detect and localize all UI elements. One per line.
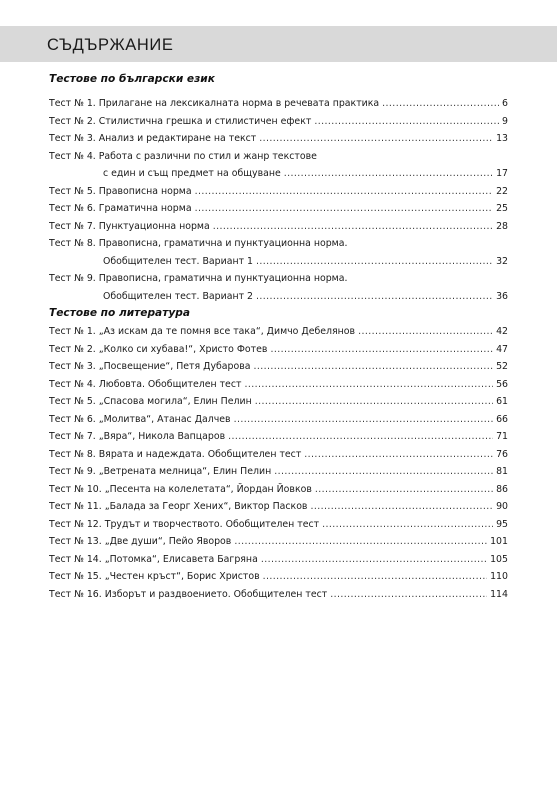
toc-entry-title: „Аз искам да те помня все така“, Димчо Дебелянов	[98, 326, 356, 337]
toc-list-bulgarian	[49, 95, 508, 305]
toc-entry-title: „Посвещение“, Петя Дубарова	[98, 361, 251, 372]
toc-entry-title: Пунктуационна норма	[98, 220, 210, 232]
toc-entry-number: Тест № 4.	[49, 150, 96, 162]
dot-leader	[256, 253, 493, 271]
toc-entry-title: Работа с различни по стил и жанр текстове	[98, 150, 317, 162]
toc-entry-number: Тест № 1.	[49, 326, 96, 337]
toc-entry-number: Тест № 9.	[49, 466, 96, 477]
toc-entry-title: Анализ и редактиране на текст	[98, 133, 257, 144]
toc-entry-number: Тест № 1.	[49, 98, 96, 109]
toc-page-number: 56	[496, 378, 508, 390]
toc-entry-continuation	[49, 253, 508, 271]
toc-entry-title: „Ветрената мелница“, Елин Пелин	[98, 466, 272, 477]
toc-entry-title: „Балада за Георг Хених“, Виктор Пасков	[104, 501, 308, 512]
toc-page-number: 32	[496, 255, 508, 267]
dot-leader	[213, 218, 493, 236]
toc-entry-title: „Молитва“, Атанас Далчев	[98, 413, 231, 425]
toc-entry-title: „Потомка“, Елисавета Багряна	[104, 553, 258, 565]
toc-entry-title: „Честен кръст“, Борис Христов	[104, 571, 260, 582]
toc-entry-number: Тест № 5.	[49, 396, 96, 407]
toc-entry-title: Прилагане на лексикалната норма в речевата практика	[98, 98, 380, 109]
toc-entry-number: Тест № 16.	[49, 588, 102, 600]
toc-entry	[49, 183, 508, 201]
toc-page-number: 36	[496, 290, 508, 302]
toc-entry	[49, 463, 508, 481]
toc-entry	[49, 218, 508, 236]
toc-entry-number: Тест № 14.	[49, 553, 102, 565]
toc-page-number: 28	[496, 220, 508, 232]
toc-entry-number: Тест № 6.	[49, 203, 96, 214]
page-title: СЪДЪРЖАНИЕ	[47, 36, 174, 54]
toc-entry-title: „Вяра“, Никола Вапцаров	[98, 431, 226, 442]
toc-entry-title: Обобщителен тест. Вариант 2	[103, 290, 254, 302]
toc-entry-title: Обобщителен тест. Вариант 1	[103, 255, 254, 267]
toc-page-number: 114	[490, 588, 508, 600]
toc-entry	[49, 323, 508, 341]
toc-page-number: 52	[496, 361, 508, 372]
dot-leader	[322, 516, 493, 534]
toc-page-number: 25	[496, 203, 508, 214]
toc-entry	[49, 358, 508, 376]
toc-entry-title: „Две души“, Пейо Яворов	[104, 536, 232, 547]
toc-page-number: 6	[502, 98, 508, 109]
dot-leader	[274, 463, 493, 481]
dot-leader	[234, 411, 493, 429]
toc-entry-number: Тест № 13.	[49, 536, 102, 547]
toc-entry	[49, 200, 508, 218]
toc-entry-number: Тест № 7.	[49, 220, 96, 232]
toc-page-number: 22	[496, 185, 508, 197]
dot-leader	[263, 568, 487, 586]
toc-page-number: 71	[496, 431, 508, 442]
toc-entry-continuation	[49, 165, 508, 183]
toc-entry	[49, 235, 508, 253]
dot-leader	[270, 341, 493, 359]
toc-entry	[49, 446, 508, 464]
dot-leader	[358, 323, 493, 341]
toc-entry-title: „Песента на колелетата“, Йордан Йовков	[104, 483, 312, 495]
toc-entry	[49, 130, 508, 148]
dot-leader	[195, 200, 494, 218]
toc-entry	[49, 148, 508, 166]
toc-entry-number: Тест № 8.	[49, 238, 96, 249]
toc-entry-number: Тест № 10.	[49, 483, 102, 495]
toc-entry	[49, 551, 508, 569]
toc-entry	[49, 481, 508, 499]
toc-page-number: 86	[496, 483, 508, 495]
toc-page-number: 95	[496, 518, 508, 530]
dot-leader	[254, 358, 494, 376]
section-title-bulgarian: Тестове по български език	[49, 73, 215, 85]
toc-entry-number: Тест № 3.	[49, 361, 96, 372]
toc-entry-number: Тест № 15.	[49, 571, 102, 582]
toc-entry-title: Трудът и творчеството. Обобщителен тест	[104, 518, 320, 530]
toc-entry	[49, 411, 508, 429]
toc-page-number: 110	[490, 571, 508, 582]
toc-page-number: 101	[490, 536, 508, 547]
toc-page-number: 42	[496, 326, 508, 337]
dot-leader	[315, 481, 493, 499]
header-band	[0, 26, 557, 62]
toc-entry	[49, 393, 508, 411]
dot-leader	[244, 376, 493, 394]
toc-entry-number: Тест № 7.	[49, 431, 96, 442]
toc-entry-title: Стилистична грешка и стилистичен ефект	[98, 115, 312, 127]
toc-entry	[49, 586, 508, 604]
dot-leader	[228, 428, 493, 446]
toc-entry	[49, 533, 508, 551]
toc-entry-title: с един и същ предмет на общуване	[103, 168, 281, 179]
toc-entry	[49, 428, 508, 446]
toc-entry	[49, 95, 508, 113]
toc-page-number: 105	[490, 553, 508, 565]
toc-entry-number: Тест № 8.	[49, 448, 96, 460]
toc-entry-number: Тест № 12.	[49, 518, 102, 530]
toc-entry	[49, 516, 508, 534]
toc-page-number: 90	[496, 501, 508, 512]
dot-leader	[256, 288, 493, 306]
toc-entry-title: „Колко си хубава!“, Христо Фотев	[98, 343, 268, 355]
toc-entry-title: Правописна, граматична и пунктуационна норма.	[98, 238, 348, 249]
toc-page-number: 66	[496, 413, 508, 425]
toc-entry-number: Тест № 2.	[49, 115, 96, 127]
toc-entry-number: Тест № 3.	[49, 133, 96, 144]
toc-entry-continuation	[49, 288, 508, 306]
toc-entry-number: Тест № 5.	[49, 185, 96, 197]
toc-entry-title: Вярата и надеждата. Обобщителен тест	[98, 448, 302, 460]
toc-entry-number: Тест № 2.	[49, 343, 96, 355]
toc-page-number: 76	[496, 448, 508, 460]
toc-entry	[49, 568, 508, 586]
toc-entry	[49, 498, 508, 516]
toc-page-number: 61	[496, 396, 508, 407]
dot-leader	[314, 113, 499, 131]
toc-entry	[49, 376, 508, 394]
toc-entry-number: Тест № 9.	[49, 273, 96, 284]
toc-entry-title: Любовта. Обобщителен тест	[98, 378, 242, 390]
toc-page-number: 47	[496, 343, 508, 355]
dot-leader	[310, 498, 493, 516]
toc-entry-title: „Спасова могила“, Елин Пелин	[98, 396, 252, 407]
dot-leader	[195, 183, 493, 201]
dot-leader	[261, 551, 487, 569]
dot-leader	[304, 446, 493, 464]
toc-entry-title: Правописна, граматична и пунктуационна норма.	[98, 273, 348, 284]
toc-entry-title: Правописна норма	[98, 185, 192, 197]
section-title-literature: Тестове по литература	[49, 307, 190, 319]
toc-list-literature	[49, 323, 508, 603]
toc-entry	[49, 270, 508, 288]
toc-page-number: 81	[496, 466, 508, 477]
toc-entry-title: Изборът и раздвоението. Обобщителен тест	[104, 588, 328, 600]
toc-entry-number: Тест № 4.	[49, 378, 96, 390]
dot-leader	[382, 95, 499, 113]
toc-entry	[49, 113, 508, 131]
toc-page-number: 13	[496, 133, 508, 144]
dot-leader	[284, 165, 493, 183]
dot-leader	[259, 130, 493, 148]
toc-entry	[49, 341, 508, 359]
dot-leader	[330, 586, 487, 604]
toc-entry-number: Тест № 11.	[49, 501, 102, 512]
toc-page-number: 17	[496, 168, 508, 179]
toc-entry-title: Граматична норма	[98, 203, 192, 214]
toc-page-number: 9	[502, 115, 508, 127]
dot-leader	[234, 533, 487, 551]
dot-leader	[255, 393, 493, 411]
toc-entry-number: Тест № 6.	[49, 413, 96, 425]
